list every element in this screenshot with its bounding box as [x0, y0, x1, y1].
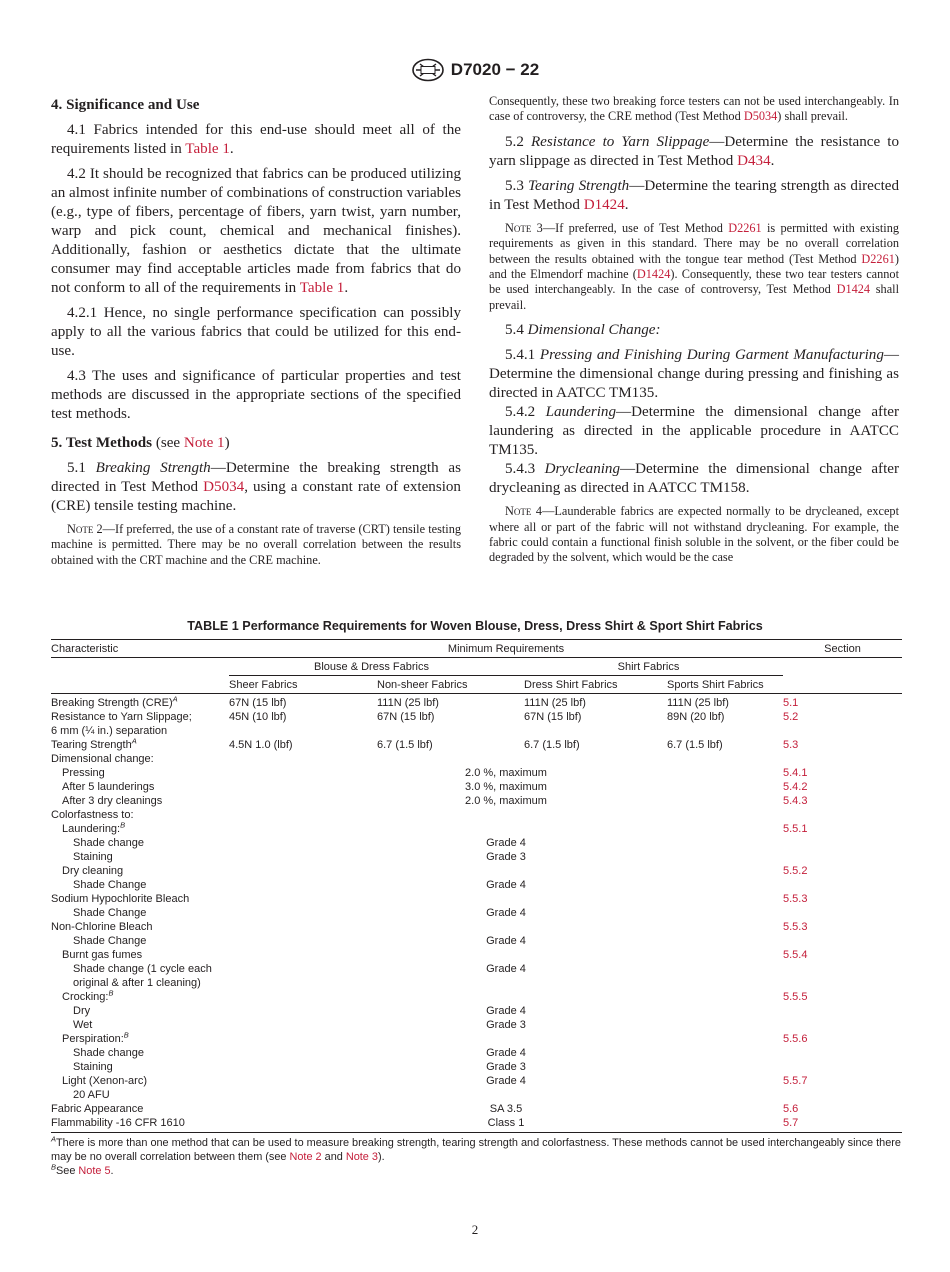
- d1424-link[interactable]: D1424: [636, 267, 671, 282]
- table-row: Breaking Strength (CRE)$^A$ 67N (15 lbf) 111N (25 lbf) 111N (25 lbf) 111N (25 lbf) 5.1: [51, 694, 799, 709]
- table-row: Burnt gas fumes 5.5.4: [62, 949, 808, 961]
- right-column: [489, 92, 899, 574]
- table-row: Colorfastness to:: [51, 809, 134, 821]
- para-5-4-2: 5.4.2 Laundering—Determine the dimensional change after laundering as directed in the applicable procedure in AATCC TM135.: [489, 404, 899, 459]
- table-title: TABLE 1 Performance Requirements for Woven Blouse, Dress, Dress Shirt & Sport Shirt Fabrics: [187, 619, 763, 633]
- table-row: original & after 1 cleaning): [73, 977, 201, 989]
- table-row: Crocking:$^B$ 5.5.5: [62, 988, 808, 1003]
- d1424-link[interactable]: D1424: [836, 282, 871, 297]
- footnote-b: $^B$See Note 5.: [51, 1162, 114, 1177]
- table-row: Staining Grade 3: [73, 1061, 526, 1073]
- left-column: [51, 92, 461, 576]
- table-row: Perspiration:$^B$ 5.5.6: [62, 1030, 808, 1045]
- table-row: Wet Grade 3: [73, 1019, 526, 1031]
- para-4-3: 4.3 The uses and significance of particular properties and test methods are discussed in the appropriate sections of the specified test methods.: [51, 368, 461, 422]
- para-4-2: 4.2 It should be recognized that fabrics can be produced utilizing an almost infinite number of combinations of construction variables (e.g., type of fibers, percentage of fibers, yarn twist, yarn number, warp and pick count, chemical and mechanical finishes). Additionally, fashion or aesthetics dictate that the ultimate consumer may find acceptable articles made from fabrics that do not conform to all of the requirements in Table 1.: [51, 166, 461, 296]
- table-footnotes: [51, 1136, 902, 1178]
- d2261-link[interactable]: D2261: [861, 251, 895, 266]
- table-1-link[interactable]: Table 1: [185, 141, 230, 157]
- section-4-heading: 4. Significance and Use: [51, 97, 200, 113]
- d5034-link[interactable]: D5034: [203, 479, 245, 495]
- table-row: Shade change (1 cycle each Grade 4: [73, 963, 526, 975]
- table-row: Shade Change Grade 4: [73, 935, 526, 947]
- table-row: Sodium Hypochlorite Bleach 5.5.3: [51, 893, 808, 905]
- para-5-3: 5.3 Tearing Strength—Determine the tearing strength as directed in Test Method D1424.: [489, 177, 900, 213]
- table-1-link[interactable]: Table 1: [299, 280, 345, 296]
- col-sports-shirt: Sports Shirt Fabrics: [657, 676, 783, 694]
- col-sheer: Sheer Fabrics: [229, 676, 367, 694]
- footnote-a: $^A$There is more than one method that can be used to measure breaking strength, tearing strength and colorfastness. These methods cannot be used interchangeably since there may be no overall correlation between them (see Note 2 and Note 3).: [51, 1134, 901, 1163]
- table-row: Resistance to Yarn Slippage; 45N (10 lbf) 67N (15 lbf) 67N (15 lbf) 89N (20 lbf) 5.2: [51, 711, 799, 723]
- note-3-link[interactable]: Note 3: [345, 1151, 378, 1163]
- table-row: Pressing 2.0 %, maximum 5.4.1: [62, 767, 808, 779]
- page-header: [0, 58, 950, 82]
- section-5-heading: 5. Test Methods (see Note 1): [51, 435, 230, 451]
- note-3: Note 3—If preferred, use of Test Method D2261 is permitted with existing requirements as given in this standard. There may be no overall correlation between the results obtained with the tongue tear method (Test Method D2261) and the Elmendorf machine (D1424). Consequently, these two tear testers cannot be used interchangeably. In the case of controversy, Test Method D1424 shall prevail.: [489, 220, 899, 312]
- col-section: Section: [783, 640, 902, 658]
- note-4: Note 4—Launderable fabrics are expected normally to be drycleaned, except where all or part of the fabric will not withstand drycleaning. For example, the fabric could contain a functional finish soluble in the solvent, or the fiber could be degraded by the solvent, which would be the case: [489, 504, 899, 565]
- group-shirt: Shirt Fabrics: [514, 658, 783, 676]
- table-row: Shade change Grade 4: [73, 1047, 526, 1059]
- d434-link[interactable]: D434: [737, 152, 771, 169]
- table-row: Fabric Appearance SA 3.5 5.6: [51, 1103, 799, 1115]
- para-5-4-3: 5.4.3 Drycleaning—Determine the dimensional change after drycleaning as directed in AATCC TM158.: [489, 461, 899, 497]
- col-dress-shirt: Dress Shirt Fabrics: [514, 676, 657, 694]
- table-row: Shade Change Grade 4: [73, 907, 526, 919]
- requirements-table: [51, 639, 902, 1133]
- col-non-sheer: Non-sheer Fabrics: [367, 676, 514, 694]
- table-row: Dry cleaning 5.5.2: [62, 865, 808, 877]
- col-characteristic: Characteristic: [51, 640, 229, 658]
- d2261-link[interactable]: D2261: [728, 220, 762, 235]
- para-5-4-1: 5.4.1 Pressing and Finishing During Garment Manufacturing—Determine the dimensional change during pressing and finishing as directed in AATCC TM135.: [489, 347, 899, 402]
- table-row: Non-Chlorine Bleach 5.5.3: [51, 921, 808, 933]
- note-5-link[interactable]: Note 5: [78, 1165, 111, 1177]
- note-1-link[interactable]: Note 1: [183, 435, 225, 451]
- para-5-1: 5.1 Breaking Strength—Determine the breaking strength as directed in Test Method D5034, using a constant rate of extension (CRE) tensile testing machine.: [51, 460, 461, 514]
- d1424-link[interactable]: D1424: [583, 196, 625, 213]
- table-row: Dimensional change:: [51, 753, 154, 765]
- para-4-1: 4.1 Fabrics intended for this end-use should meet all of the requirements listed in Table 1.: [51, 122, 461, 157]
- designation: D7020 − 22: [450, 60, 540, 79]
- table-row: Staining Grade 3: [73, 851, 526, 863]
- col-minimum-requirements: Minimum Requirements: [229, 640, 783, 658]
- table-row: Tearing Strength$^A$ 4.5N 1.0 (lbf) 6.7 (1.5 lbf) 6.7 (1.5 lbf) 6.7 (1.5 lbf) 5.3: [51, 736, 799, 751]
- page-number: 2: [471, 1222, 479, 1237]
- table-row: Shade change Grade 4: [73, 837, 526, 849]
- table-row: Laundering:$^B$ 5.5.1: [62, 820, 808, 835]
- para-4-2-1: 4.2.1 Hence, no single performance specification can possibly apply to all the various fabrics that could be utilized for this end-use.: [51, 305, 461, 359]
- table-row: Flammability -16 CFR 1610 Class 1 5.7: [51, 1116, 902, 1133]
- table-row: After 5 launderings 3.0 %, maximum 5.4.2: [62, 781, 808, 793]
- table-row: 20 AFU: [73, 1089, 110, 1101]
- note-2: Note 2—If preferred, the use of a constant rate of traverse (CRT) tensile testing machine is permitted. There may be no overall correlation between the results obtained with the CRT machine and the CRE machine.: [51, 522, 461, 567]
- note-2-link[interactable]: Note 2: [289, 1151, 322, 1163]
- note-2-continued: Consequently, these two breaking force testers can not be used interchangeably. In case of controversy, the CRE method (Test Method D5034) shall prevail.: [489, 94, 899, 124]
- para-5-2: 5.2 Resistance to Yarn Slippage—Determine the resistance to yarn slippage as directed in Test Method D434.: [489, 133, 899, 169]
- table-row: 6 mm (¼ in.) separation: [51, 725, 168, 737]
- para-5-4: 5.4 Dimensional Change:: [505, 322, 661, 339]
- table-row: Light (Xenon-arc) Grade 4 5.5.7: [62, 1075, 808, 1087]
- table-row: Shade Change Grade 4: [73, 879, 526, 891]
- astm-logo-icon: [411, 58, 445, 82]
- group-blouse-dress: Blouse & Dress Fabrics: [229, 658, 514, 676]
- table-row: After 3 dry cleanings 2.0 %, maximum 5.4.3: [62, 795, 808, 807]
- table-row: Dry Grade 4: [73, 1005, 526, 1017]
- d5034-link[interactable]: D5034: [743, 109, 778, 124]
